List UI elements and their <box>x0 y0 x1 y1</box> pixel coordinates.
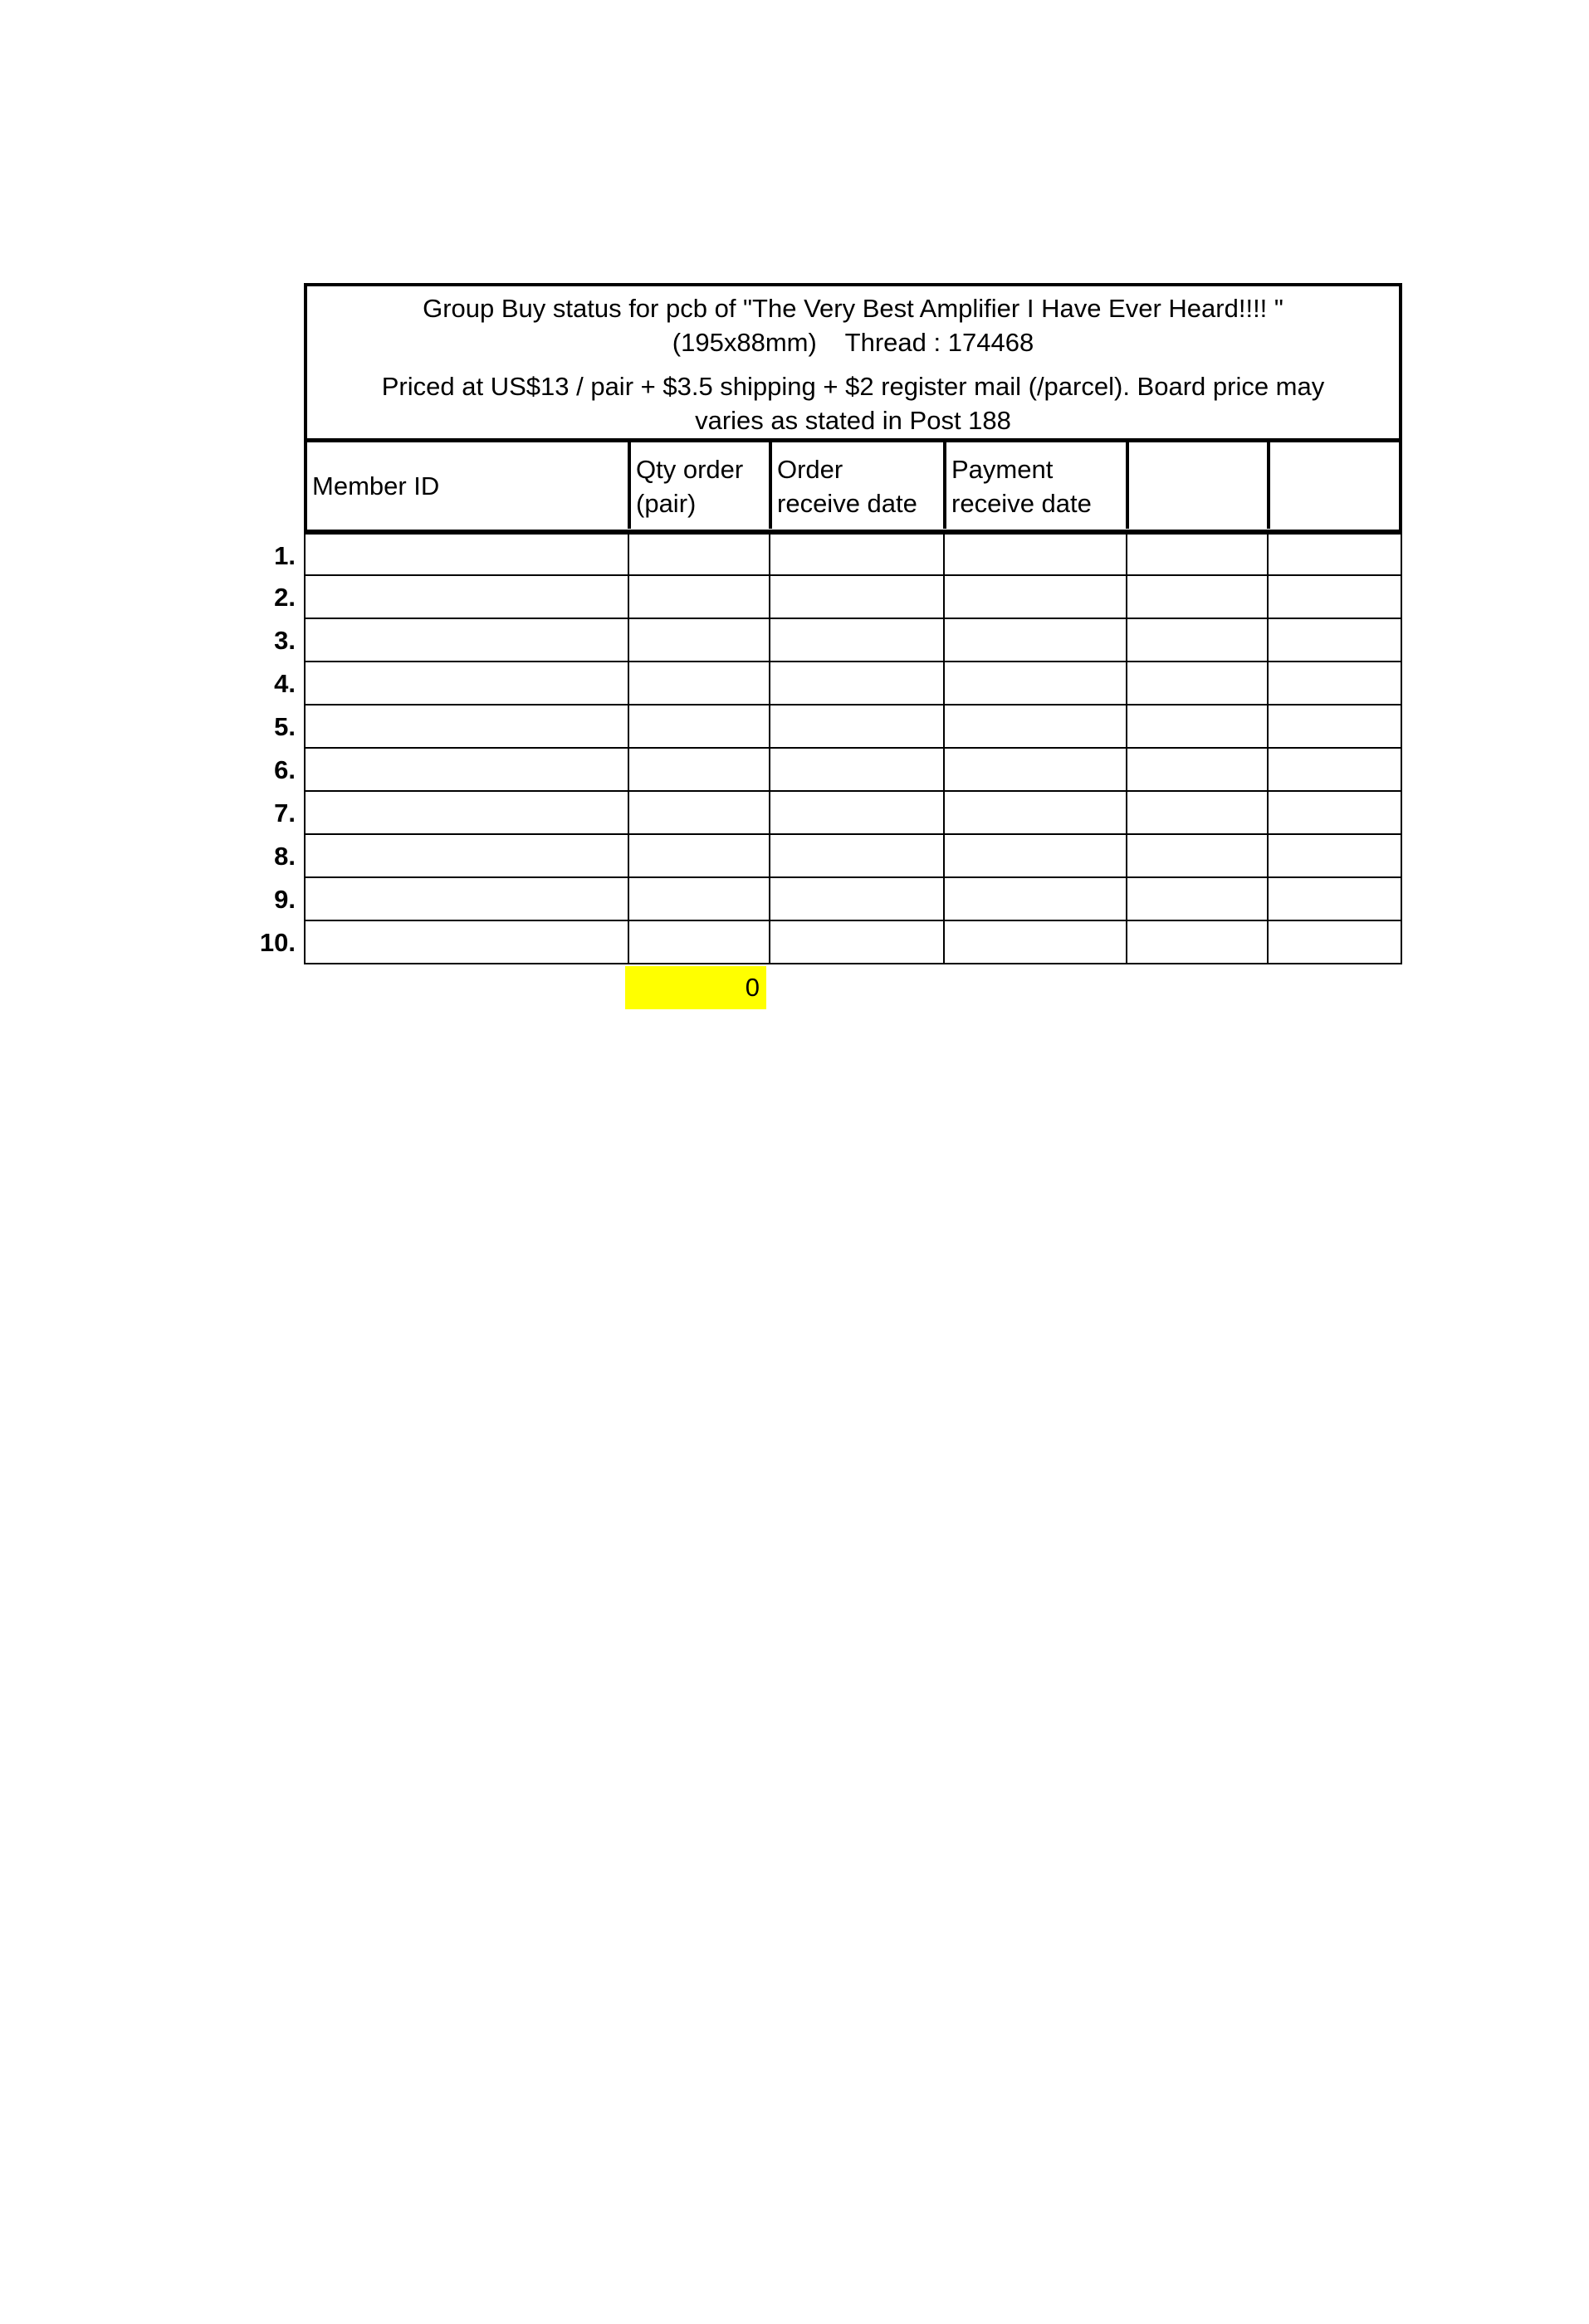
cell-member-id[interactable] <box>304 749 628 790</box>
cell-blank-1[interactable] <box>1126 749 1267 790</box>
cell-order-receive-date[interactable] <box>769 619 943 661</box>
cell-payment-receive-date[interactable] <box>943 706 1126 747</box>
cell-blank-2[interactable] <box>1267 792 1402 833</box>
cell-qty-order[interactable] <box>628 878 769 920</box>
cell-payment-receive-date[interactable] <box>943 921 1126 963</box>
cell-member-id[interactable] <box>304 792 628 833</box>
cell-qty-order[interactable] <box>628 835 769 876</box>
cell-member-id[interactable] <box>304 706 628 747</box>
cell-member-id[interactable] <box>304 576 628 618</box>
price-line-1: Priced at US$13 / pair + $3.5 shipping + $2 register mail (/parcel). Board price may <box>381 372 1325 401</box>
header-order-line1: Order <box>777 455 843 484</box>
cell-qty-order[interactable] <box>628 576 769 618</box>
title-block <box>304 283 1402 442</box>
table-row <box>274 662 1402 706</box>
cell-blank-1[interactable] <box>1126 921 1267 963</box>
cell-payment-receive-date[interactable] <box>943 749 1126 790</box>
cell-blank-2[interactable] <box>1267 662 1402 704</box>
table-row <box>274 706 1402 749</box>
cell-blank-1[interactable] <box>1126 706 1267 747</box>
cell-blank-2[interactable] <box>1267 878 1402 920</box>
table-row <box>274 749 1402 792</box>
cell-order-receive-date[interactable] <box>769 835 943 876</box>
row-number: 9. <box>274 885 296 914</box>
header-member-id-label: Member ID <box>312 471 440 500</box>
cell-blank-2[interactable] <box>1267 535 1402 574</box>
table-row <box>274 878 1402 921</box>
row-number: 2. <box>274 583 296 612</box>
header-qty-order-line1: Qty order <box>636 455 744 484</box>
cell-qty-order[interactable] <box>628 535 769 574</box>
cell-payment-receive-date[interactable] <box>943 535 1126 574</box>
header-order-line2: receive date <box>777 489 917 518</box>
table-row <box>274 533 1402 576</box>
cell-member-id[interactable] <box>304 835 628 876</box>
header-qty-order-label <box>636 452 743 520</box>
cell-qty-order[interactable] <box>628 921 769 963</box>
cell-payment-receive-date[interactable] <box>943 878 1126 920</box>
cell-blank-1[interactable] <box>1126 535 1267 574</box>
cell-blank-2[interactable] <box>1267 706 1402 747</box>
row-number: 8. <box>274 842 296 871</box>
header-payment-line2: receive date <box>951 489 1092 518</box>
row-number: 6. <box>274 755 296 784</box>
cell-qty-order[interactable] <box>628 706 769 747</box>
header-payment-receive-date[interactable] <box>946 442 1129 529</box>
table-row <box>259 921 1402 964</box>
cell-order-receive-date[interactable] <box>769 535 943 574</box>
cell-order-receive-date[interactable] <box>769 792 943 833</box>
cell-qty-order[interactable] <box>628 792 769 833</box>
cell-order-receive-date[interactable] <box>769 706 943 747</box>
table-row <box>274 792 1402 835</box>
header-order-receive-date-label <box>777 452 917 520</box>
table-row <box>274 835 1402 878</box>
cell-payment-receive-date[interactable] <box>943 662 1126 704</box>
cell-qty-order[interactable] <box>628 749 769 790</box>
header-blank-1[interactable] <box>1129 442 1270 529</box>
table-header-row <box>304 440 1402 533</box>
cell-blank-2[interactable] <box>1267 576 1402 618</box>
cell-qty-order[interactable] <box>628 662 769 704</box>
cell-payment-receive-date[interactable] <box>943 792 1126 833</box>
cell-member-id[interactable] <box>304 662 628 704</box>
header-blank-2[interactable] <box>1270 442 1399 529</box>
cell-order-receive-date[interactable] <box>769 749 943 790</box>
cell-blank-2[interactable] <box>1267 749 1402 790</box>
cell-blank-2[interactable] <box>1267 835 1402 876</box>
header-payment-line1: Payment <box>951 455 1054 484</box>
header-qty-order-line2: (pair) <box>636 489 697 518</box>
cell-blank-1[interactable] <box>1126 792 1267 833</box>
header-double-rule <box>304 530 1402 531</box>
total-qty-cell[interactable]: 0 <box>625 966 766 1009</box>
header-qty-order[interactable] <box>631 442 772 529</box>
cell-blank-1[interactable] <box>1126 576 1267 618</box>
cell-order-receive-date[interactable] <box>769 878 943 920</box>
cell-qty-order[interactable] <box>628 619 769 661</box>
row-number: 4. <box>274 669 296 698</box>
table-row <box>274 619 1402 662</box>
price-line-2: varies as stated in Post 188 <box>695 406 1011 435</box>
row-number: 5. <box>274 712 296 741</box>
cell-member-id[interactable] <box>304 878 628 920</box>
cell-member-id[interactable] <box>304 535 628 574</box>
cell-member-id[interactable] <box>304 619 628 661</box>
cell-blank-2[interactable] <box>1267 921 1402 963</box>
member-grid <box>259 533 1402 964</box>
row-number: 3. <box>274 626 296 655</box>
cell-payment-receive-date[interactable] <box>943 835 1126 876</box>
title-line-2: (195x88mm) Thread : 174468 <box>672 328 1034 357</box>
cell-blank-1[interactable] <box>1126 835 1267 876</box>
title-line-1: Group Buy status for pcb of "The Very Best Amplifier I Have Ever Heard!!!! " <box>423 294 1283 323</box>
table-row <box>274 576 1402 619</box>
cell-payment-receive-date[interactable] <box>943 619 1126 661</box>
header-order-receive-date[interactable] <box>772 442 946 529</box>
header-member-id[interactable] <box>307 442 631 529</box>
cell-blank-1[interactable] <box>1126 662 1267 704</box>
cell-order-receive-date[interactable] <box>769 662 943 704</box>
cell-blank-1[interactable] <box>1126 878 1267 920</box>
cell-blank-2[interactable] <box>1267 619 1402 661</box>
cell-blank-1[interactable] <box>1126 619 1267 661</box>
row-number: 1. <box>274 541 296 570</box>
cell-order-receive-date[interactable] <box>769 921 943 963</box>
cell-order-receive-date[interactable] <box>769 576 943 618</box>
row-number: 7. <box>274 798 296 828</box>
header-payment-receive-date-label <box>951 452 1092 520</box>
row-number: 10. <box>259 928 296 957</box>
cell-member-id[interactable] <box>304 921 628 963</box>
cell-payment-receive-date[interactable] <box>943 576 1126 618</box>
